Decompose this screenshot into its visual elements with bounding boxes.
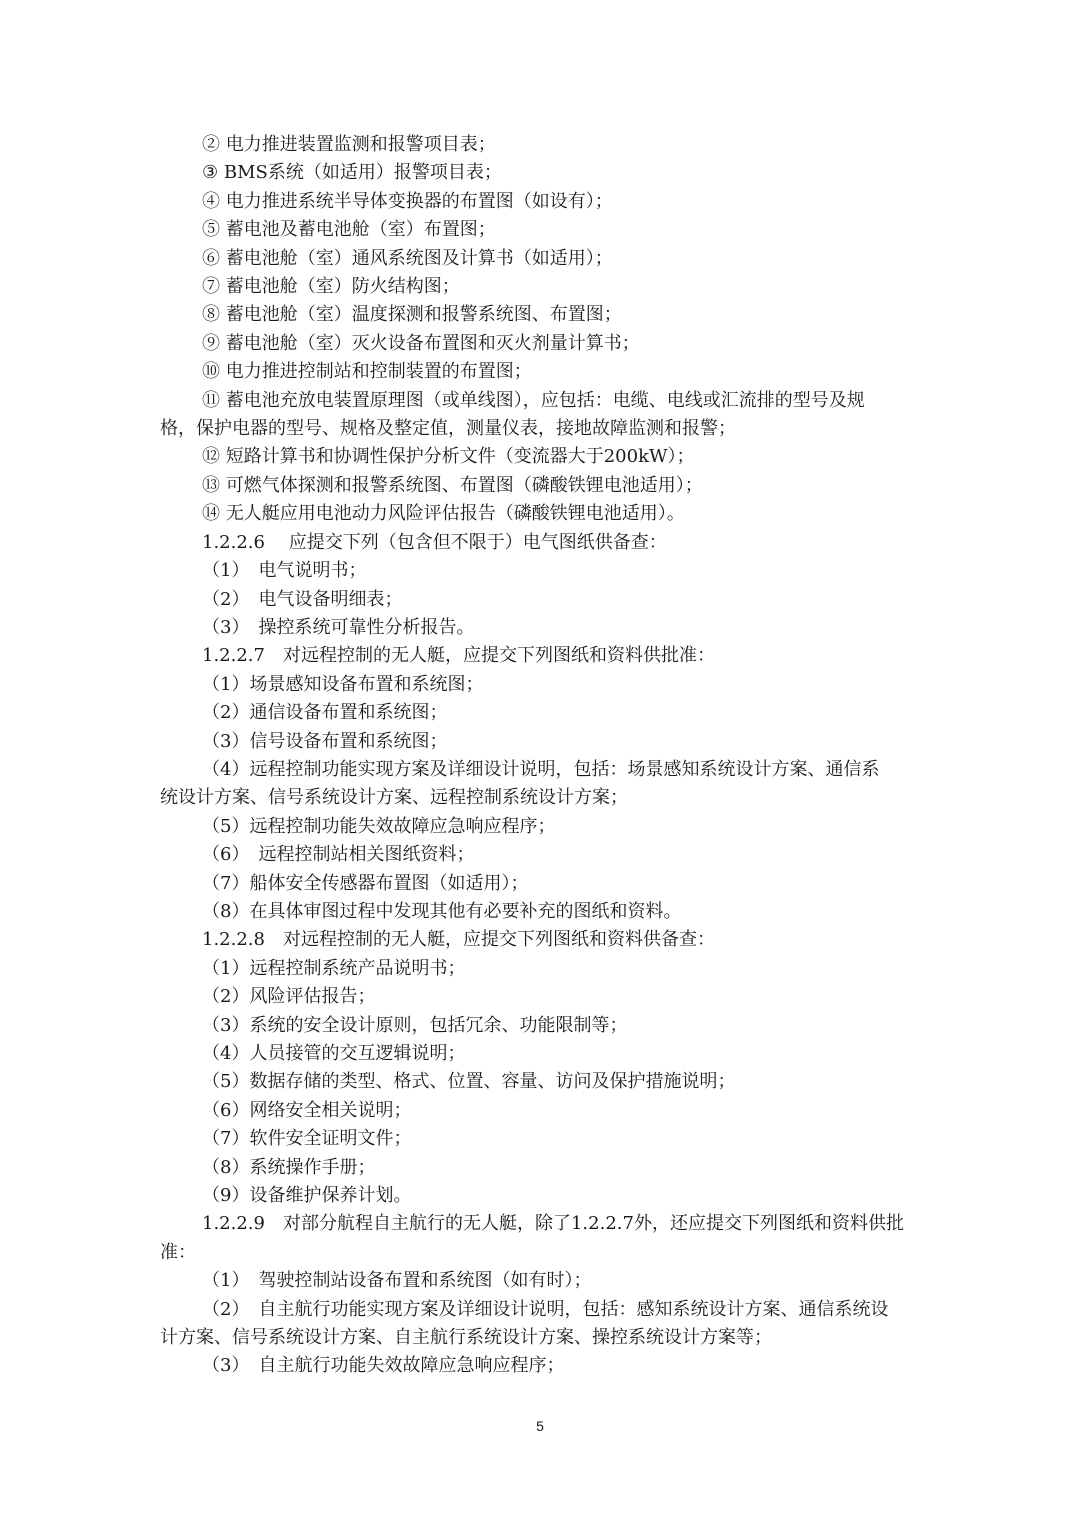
text-line: （9）设备维护保养计划。 [202, 1185, 412, 1207]
text-line: （5）数据存储的类型、格式、位置、容量、访问及保护措施说明； [202, 1071, 736, 1093]
text-line: （2）风险评估报告； [202, 986, 376, 1008]
text-line: （4）远程控制功能实现方案及详细设计说明，包括：场景感知系统设计方案、通信系 [202, 758, 880, 780]
text-line: ⑫ 短路计算书和协调性保护分析文件（变流器大于200kW）； [202, 446, 695, 468]
text-line: 1.2.2.7 对远程控制的无人艇，应提交下列图纸和资料供批准： [202, 645, 715, 667]
text-line: （1） 电气说明书； [202, 560, 367, 582]
text-line: （8）在具体审图过程中发现其他有必要补充的图纸和资料。 [202, 900, 682, 922]
text-line: ⑥ 蓄电池舱（室）通风系统图及计算书（如适用）； [202, 247, 613, 269]
text-line: ③ BMS系统（如适用）报警项目表； [202, 162, 502, 184]
text-line: ⑭ 无人艇应用电池动力风险评估报告（磷酸铁锂电池适用）。 [202, 503, 685, 525]
text-line: ⑨ 蓄电池舱（室）灭火设备布置图和灭火剂量计算书； [202, 332, 640, 354]
text-line: （2） 自主航行功能实现方案及详细设计说明，包括：感知系统设计方案、通信系统设 [202, 1298, 889, 1320]
text-line: （1）远程控制系统产品说明书； [202, 957, 466, 979]
text-line: （3）信号设备布置和系统图； [202, 730, 448, 752]
text-line: （6）网络安全相关说明； [202, 1099, 412, 1121]
text-line: ⑩ 电力推进控制站和控制装置的布置图； [202, 361, 532, 383]
text-line: （1） 驾驶控制站设备布置和系统图（如有时）； [202, 1270, 592, 1292]
text-line: 统设计方案、信号系统设计方案、远程控制系统设计方案； [160, 787, 628, 809]
text-line: 1.2.2.6 应提交下列（包含但不限于）电气图纸供备查： [202, 531, 667, 553]
text-line: ⑪ 蓄电池充放电装置原理图（或单线图），应包括：电缆、电线或汇流排的型号及规 [202, 389, 865, 411]
text-line: （2）通信设备布置和系统图； [202, 702, 448, 724]
text-line: ⑤ 蓄电池及蓄电池舱（室）布置图； [202, 219, 496, 241]
text-line: 计方案、信号系统设计方案、自主航行系统设计方案、操控系统设计方案等； [160, 1327, 772, 1349]
page-number: 5 [536, 1418, 544, 1434]
text-line: 准： [160, 1241, 196, 1263]
text-line: （1）场景感知设备布置和系统图； [202, 673, 484, 695]
text-line: （6） 远程控制站相关图纸资料； [202, 844, 475, 866]
text-line: 1.2.2.9 对部分航程自主航行的无人艇，除了1.2.2.7外，还应提交下列图纸和资料供批 [202, 1213, 904, 1235]
text-line: （7）船体安全传感器布置图（如适用）； [202, 872, 529, 894]
text-line: （2） 电气设备明细表； [202, 588, 403, 610]
text-line: （7）软件安全证明文件； [202, 1128, 412, 1150]
text-line: 1.2.2.8 对远程控制的无人艇，应提交下列图纸和资料供备查： [202, 929, 715, 951]
text-line: （4）人员接管的交互逻辑说明； [202, 1043, 466, 1064]
text-line: （3） 自主航行功能失效故障应急响应程序； [202, 1355, 565, 1377]
text-line: （8）系统操作手册； [202, 1156, 376, 1178]
text-line: （3）系统的安全设计原则，包括冗余、功能限制等； [202, 1014, 628, 1036]
text-line: ⑬ 可燃气体探测和报警系统图、布置图（磷酸铁锂电池适用）； [202, 474, 703, 496]
text-line: （5）远程控制功能失效故障应急响应程序； [202, 815, 556, 837]
text-line: ⑦ 蓄电池舱（室）防火结构图； [202, 276, 460, 298]
text-line: 格，保护电器的型号、规格及整定值，测量仪表，接地故障监测和报警； [160, 418, 736, 440]
text-line: （3） 操控系统可靠性分析报告。 [202, 616, 475, 638]
text-line: ④ 电力推进系统半导体变换器的布置图（如设有）； [202, 190, 613, 212]
text-line: ② 电力推进装置监测和报警项目表； [202, 134, 496, 155]
body-text [160, 131, 925, 1381]
text-line: ⑧ 蓄电池舱（室）温度探测和报警系统图、布置图； [202, 304, 622, 326]
